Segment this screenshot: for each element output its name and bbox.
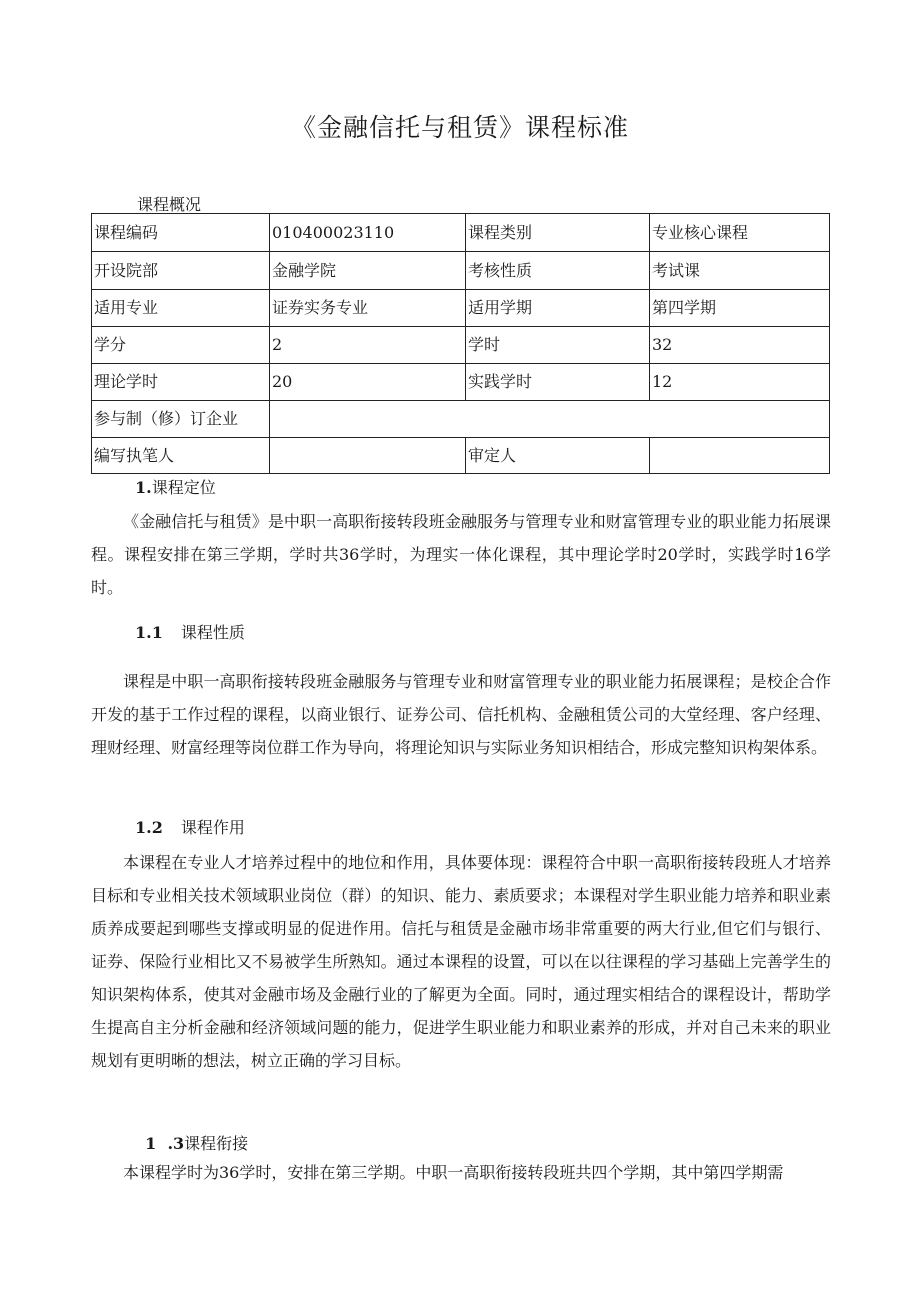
section-title: 课程性质 [180, 623, 245, 642]
table-row [92, 364, 830, 401]
table-cell: 审定人 [466, 438, 650, 474]
section-number: 1.1 [135, 623, 163, 642]
table-cell: 考试课 [650, 252, 830, 290]
section-heading-1-3 [135, 1114, 248, 1154]
table-cell: 12 [650, 364, 830, 401]
table-row [92, 214, 830, 252]
section-number: 1. [135, 478, 152, 497]
table-cell [270, 401, 830, 438]
section-title: 课程定位 [151, 478, 216, 497]
table-cell [650, 438, 830, 474]
section-title: 课程衔接 [184, 1134, 249, 1153]
paragraph-course-positioning: 《金融信托与租赁》是中职一高职衔接转段班金融服务与管理专业和财富管理专业的职业能力拓展课程。课程安排在第三学期，学时共36学时，为理实一体化课程，其中理论学时20学时，实践学时16学时。 [91, 512, 831, 597]
table-cell: 学分 [92, 327, 270, 364]
table-cell: 考核性质 [466, 252, 650, 290]
table-cell [270, 438, 466, 474]
table-cell: 证券实务专业 [270, 290, 466, 327]
table-cell: 实践学时 [466, 364, 650, 401]
table-cell: 20 [270, 364, 466, 401]
table-row [92, 438, 830, 474]
table-cell: 学时 [466, 327, 650, 364]
table-cell: 32 [650, 327, 830, 364]
section-heading-1-2 [135, 818, 245, 838]
paragraph-course-connection: 本课程学时为36学时，安排在第三学期。中职一高职衔接转段班共四个学期，其中第四学期需 [123, 1163, 784, 1182]
section-title: 课程作用 [180, 818, 245, 837]
section-number: 1 .3 [145, 1134, 185, 1153]
paragraph-course-role: 本课程在专业人才培养过程中的地位和作用，具体要体现：课程符合中职一高职衔接转段班人才培养目标和专业相关技术领域职业岗位（群）的知识、能力、素质要求；本课程对学生职业能力培养和职业素质养成要起到哪些支撑或明显的促进作用。信托与租赁是金融市场非常重要的两大行业,但它们与银行、证券、保险行业相比又不易被学生所熟知。通过本课程的设置，可以在以往课程的学习基础上完善学生的知识架构体系，使其对金融市场及金融行业的了解更为全面。同时，通过理实相结合的课程设计，帮助学生提高自主分析金融和经济领域问题的能力，促进学生职业能力和职业素养的形成，并对自己未来的职业规划有更明晰的想法，树立正确的学习目标。 [91, 853, 831, 1070]
table-cell: 金融学院 [270, 252, 466, 290]
table-cell: 适用专业 [92, 290, 270, 327]
table-row [92, 252, 830, 290]
document-title: 《金融信托与租赁》课程标准 [290, 113, 629, 142]
table-cell: 010400023110 [270, 214, 466, 252]
table-row [92, 327, 830, 364]
table-cell: 课程类别 [466, 214, 650, 252]
section-number: 1.2 [135, 818, 163, 837]
table-cell: 参与制（修）订企业 [92, 401, 270, 438]
table-cell: 2 [270, 327, 466, 364]
table-cell: 课程编码 [92, 214, 270, 252]
table-cell: 专业核心课程 [650, 214, 830, 252]
course-info-table [91, 213, 830, 474]
paragraph-course-nature: 课程是中职一高职衔接转段班金融服务与管理专业和财富管理专业的职业能力拓展课程；是校企合作开发的基于工作过程的课程，以商业银行、证券公司、信托机构、金融租赁公司的大堂经理、客户经理、理财经理、财富经理等岗位群工作为导向，将理论知识与实际业务知识相结合，形成完整知识构架体系。 [91, 672, 831, 757]
overview-label: 课程概况 [137, 195, 202, 214]
section-heading-1 [135, 478, 216, 498]
table-cell: 第四学期 [650, 290, 830, 327]
table-cell: 编写执笔人 [92, 438, 270, 474]
table-cell: 理论学时 [92, 364, 270, 401]
section-heading-1-1 [135, 623, 245, 643]
table-cell: 开设院部 [92, 252, 270, 290]
table-cell: 适用学期 [466, 290, 650, 327]
table-row [92, 401, 830, 438]
table-row [92, 290, 830, 327]
